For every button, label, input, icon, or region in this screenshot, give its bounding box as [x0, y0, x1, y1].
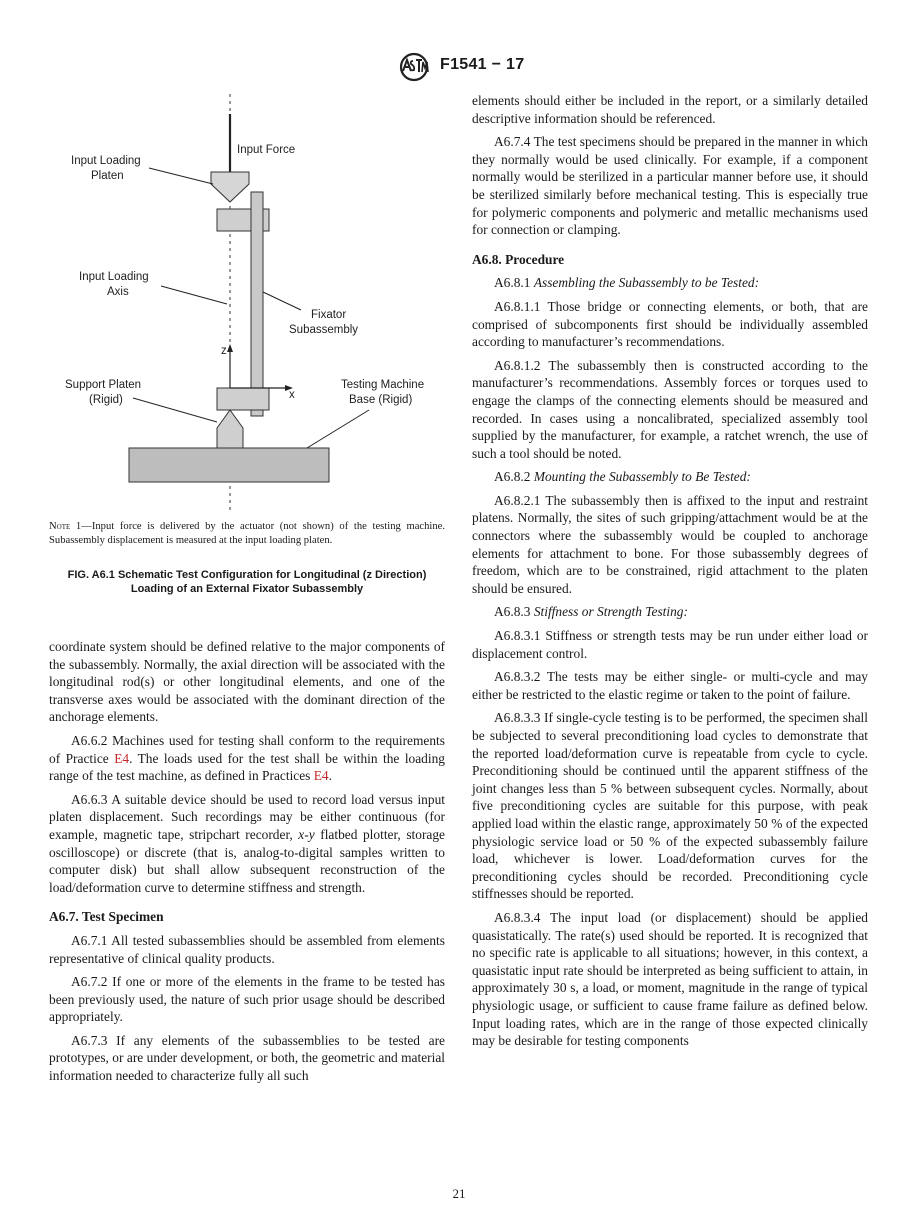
paragraph-a6-8-1: A6.8.1 Assembling the Subassembly to be Tested: [494, 275, 760, 291]
label-input-loading-platen-2: Platen [91, 170, 124, 182]
testing-machine-base [129, 448, 329, 482]
figure-note [49, 520, 445, 548]
paragraph-a6-8-2-1: A6.8.2.1 The subassembly then is affixed to the input and restraint platens. Normally, the sites of such gripping/attachment would be at the connectors where the subassembly would be coupled to anchorage elements for attachment to bone. For those subassembly degrees of freedom, which are to be constrained, rigid attachment to the platen should be ensured. [472, 492, 868, 596]
z-axis-label: z [221, 345, 227, 357]
label-input-loading-axis-2: Axis [107, 286, 129, 298]
x-axis-label: x [289, 389, 295, 401]
paragraph-a6-8-3-1: A6.8.3.1 Stiffness or strength tests may be run under either load or displacement control. [472, 628, 868, 661]
fixator-rod [251, 192, 263, 416]
label-support-platen-2: (Rigid) [89, 394, 123, 406]
figure-note-text: —Input force is delivered by the actuator (not shown) of the testing machine. Subassembly displacement is measured at the input loading platen. [49, 521, 445, 546]
leader-machine-base [307, 410, 369, 448]
paragraph-a6-8-1-2: A6.8.1.2 The subassembly then is constructed according to the manufacturer’s recommendations. Assembly forces or torques used to engage the clamps of the connecting elements should be measured and recorded. In cases using a noncalibrated, specialized assembly tool supplied by the manufacturer, for example, a ratchet wrench, the use of such a tool should be noted. [472, 357, 868, 461]
label-support-platen-1: Support Platen [65, 379, 142, 391]
paragraph-a6-8-1-1: A6.8.1.1 Those bridge or connecting elements, or both, that are comprised of subcomponents first should be individually assembled according to manufacturer’s recommendations. [472, 298, 868, 350]
reference-link-e4[interactable]: E4 [313, 768, 329, 784]
paragraph-a6-7-4: A6.7.4 The test specimens should be prepared in the manner in which they normally would be used clinically. For example, if a component normally would be sterilized in a particular manner before use, it should be sterilized similarly before mechanical testing. This is especially true for polymeric components and polymeric and metallic mechanisms used for connection or clamping. [472, 134, 868, 238]
figure-caption: FIG. A6.1 Schematic Test Configuration for Longitudinal (z Direction) Loading of an External Fixator Subassembly [67, 569, 427, 595]
label-input-force: Input Force [237, 144, 296, 156]
right-continuation-paragraph: elements should either be included in the report, or a similarly detailed descriptive information should be referenced. [472, 93, 868, 126]
label-input-loading-platen-1: Input Loading [71, 155, 141, 167]
standard-designation: F1541 − 17 [440, 56, 525, 73]
paragraph-a6-8-3-4: A6.8.3.4 The input load (or displacement) should be applied quasistatically. The rate(s) used should be reported. It is recognized that no specific rate is applicable to all situations; however, in this context, a quasistatic input rate should be interpreted as being sufficient to attain, in approximately 30 s, a load, or moment, magnitude in the range of typical physiologic usage, or sufficient to cause frame failure as defined below. Input loading rates, which are in the range of those expected clinically may be desirable for testing components [472, 909, 868, 1049]
leader-loading-axis [161, 286, 227, 304]
page-number: 21 [452, 1186, 466, 1201]
leader-fixator [263, 292, 301, 310]
figure-note-label: Note 1 [49, 521, 82, 532]
paragraph-a6-8-3: A6.8.3 Stiffness or Strength Testing: [494, 604, 688, 620]
reference-link-e4[interactable]: E4 [114, 750, 130, 766]
paragraph-a6-6-2: A6.6.2 Machines used for testing shall conform to the requirements of Practice E4. The loads used for the test shall be within the loading range of the test machine, as defined in Practices E4. [49, 732, 445, 784]
paragraph-a6-8-2: A6.8.2 Mounting the Subassembly to Be Tested: [494, 469, 751, 485]
paragraph-a6-6-3: A6.6.3 A suitable device should be used to record load versus input platen displacement. Such recordings may be either continuous (for example, magnetic tape, stripchart recorder, x-y flatbed plotter, storage oscilloscope) or discrete (that is, analog-to-digital samples written to computer disk) but shall allow subsequent reconstruction of the load/deformation curve to determine stiffness and strength. [49, 791, 445, 895]
paragraph-a6-8-3-3: A6.8.3.3 If single-cycle testing is to be performed, the specimen shall be subjected to several preconditioning load cycles to demonstrate that the reported load/deformation curve is repeatable from cycle to cycle. Preconditioning should be continued until the apparent stiffness of the joint changes less than 5 % between subsequent cycles. Normally, about five preconditioning cycles are suitable for this purpose, with peak applied load within the elastic range, approximately 50 % of the expected physiologic service load or 50 % of the expected subassembly failure load, whichever is lower. Load/deformation curves for the preconditioning cycles should be recorded. Preconditioning cycle stiffnesses should be reported. [472, 710, 868, 902]
astm-logo-icon [396, 52, 432, 82]
label-input-loading-axis-1: Input Loading [79, 271, 149, 283]
z-axis-arrowhead [227, 344, 233, 352]
leader-support-platen [133, 398, 217, 422]
fixator-bottom-clamp [217, 388, 269, 410]
page-header [0, 50, 918, 84]
fixator-schematic [49, 92, 445, 512]
right-column [472, 92, 868, 1056]
left-column [49, 638, 445, 1091]
section-heading-test-specimen: A6.7. Test Specimen [49, 909, 164, 925]
support-platen [217, 410, 243, 448]
label-testing-machine-base-2: Base (Rigid) [349, 394, 413, 406]
left-continuation-paragraph: coordinate system should be defined relative to the major components of the subassembly. Normally, the axial direction will be associated with the longitudinal rod(s) or other longitudinal elements, and one of the transverse axes would be associated with the dominant direction of the anchorage elements. [49, 639, 445, 725]
leader-input-platen [149, 168, 213, 184]
paragraph-a6-8-3-2: A6.8.3.2 The tests may be either single- or multi-cycle and may either be restricted to the elastic regime or taken to the point of failure. [472, 669, 868, 702]
label-testing-machine-base-1: Testing Machine [341, 379, 425, 391]
paragraph-a6-7-1: A6.7.1 All tested subassemblies should be assembled from elements representative of clinical quality products. [49, 932, 445, 966]
section-heading-procedure: A6.8. Procedure [472, 251, 565, 267]
paragraph-a6-7-3: A6.7.3 If any elements of the subassemblies to be tested are prototypes, or are under development, or both, the geometric and material information needed to characterize fully all such [49, 1032, 445, 1084]
label-fixator-subassembly-2: Subassembly [289, 324, 359, 336]
paragraph-a6-7-2: A6.7.2 If one or more of the elements in the frame to be tested has been previously used, the nature of such prior usage should be described appropriately. [49, 974, 445, 1025]
input-loading-platen [211, 172, 249, 202]
label-fixator-subassembly-1: Fixator [311, 309, 347, 321]
